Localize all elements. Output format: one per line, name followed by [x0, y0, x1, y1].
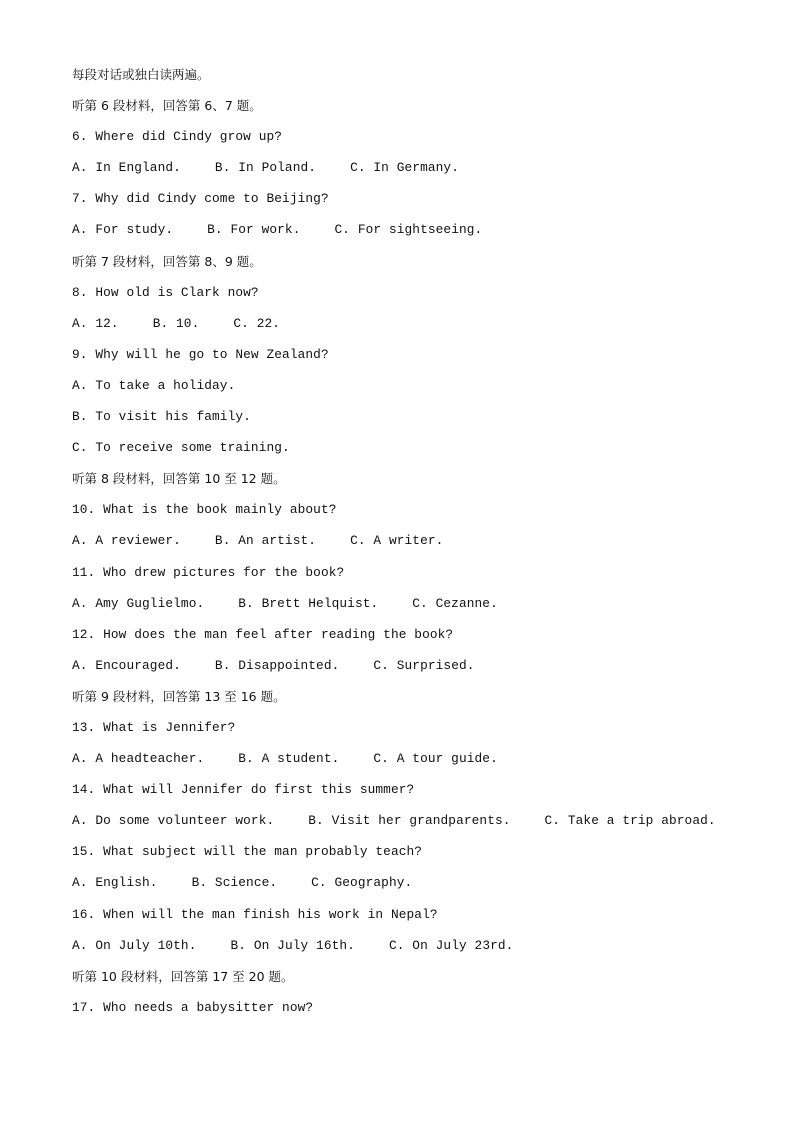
answer-options [72, 653, 762, 684]
question-text: 10. What is the book mainly about? [72, 502, 337, 518]
answer-option: B. In Poland. [214, 160, 317, 176]
section-heading: 听第 10 段材料，回答第 17 至 20 题。 [72, 968, 294, 984]
answer-option: B. Visit her grandparents. [308, 813, 511, 829]
answer-options [72, 870, 762, 901]
section-heading: 听第 9 段材料，回答第 13 至 16 题。 [72, 688, 286, 704]
section-heading: 听第 6 段材料，回答第 6、7 题。 [72, 98, 262, 114]
answer-option: B. A student. [238, 751, 340, 767]
answer-option: B. 10. [152, 315, 200, 331]
question-text: 15. What subject will the man probably teach? [72, 844, 423, 860]
answer-option: B. An artist. [214, 533, 317, 549]
question-text: 11. Who drew pictures for the book? [72, 564, 345, 580]
answer-option: B. Brett Helquist. [238, 595, 379, 611]
question-text: 7. Why did Cindy come to Beijing? [72, 191, 329, 207]
answer-option: A. For study. [72, 222, 174, 238]
answer-option: A. In England. [72, 160, 181, 176]
answer-options [72, 217, 762, 248]
answer-options [72, 808, 762, 839]
question-text: 9. Why will he go to New Zealand? [72, 346, 329, 362]
question-text: 16. When will the man finish his work in Nepal? [72, 906, 438, 922]
answer-option: C. Cezanne. [412, 595, 498, 611]
answer-option: C. A writer. [350, 533, 444, 549]
answer-option: C. A tour guide. [373, 751, 498, 767]
section-heading: 听第 8 段材料，回答第 10 至 12 题。 [72, 471, 286, 487]
answer-option: B. On July 16th. [230, 937, 355, 953]
section-heading: 听第 7 段材料，回答第 8、9 题。 [72, 253, 262, 269]
answer-option: C. For sightseeing. [334, 222, 483, 238]
answer-option: C. 22. [233, 315, 281, 331]
answer-option: C. In Germany. [350, 160, 459, 176]
section-heading: 每段对话或独白读两遍。 [72, 67, 210, 82]
question-text: 14. What will Jennifer do first this summer? [72, 782, 415, 798]
question-text: 17. Who needs a babysitter now? [72, 999, 314, 1015]
answer-options [72, 155, 762, 186]
answer-option: A. A headteacher. [72, 751, 205, 767]
question-text: 6. Where did Cindy grow up? [72, 129, 283, 145]
question-text: 12. How does the man feel after reading the book? [72, 626, 454, 642]
answer-options [72, 933, 762, 964]
answer-option: C. Take a trip abroad. [544, 813, 716, 829]
answer-option: B. Science. [191, 875, 278, 891]
answer-option: A. English. [72, 875, 158, 891]
answer-options [72, 311, 762, 342]
answer-option: A. Amy Guglielmo. [72, 595, 205, 611]
answer-option: A. On July 10th. [72, 937, 197, 953]
answer-option: B. For work. [207, 222, 301, 238]
question-text: 8. How old is Clark now? [72, 284, 259, 300]
answer-option: C. Surprised. [373, 657, 475, 673]
answer-option: A. Encouraged. [72, 657, 181, 673]
answer-options [72, 591, 762, 622]
document-page [72, 62, 762, 1026]
answer-option: A. Do some volunteer work. [72, 813, 275, 829]
answer-option: C. Geography. [311, 875, 413, 891]
answer-option: C. On July 23rd. [388, 937, 514, 953]
question-text: B. To visit his family. [72, 409, 251, 425]
question-text: 13. What is Jennifer? [72, 719, 236, 735]
answer-option: A. 12. [72, 315, 119, 331]
answer-options [72, 746, 762, 777]
question-text: A. To take a holiday. [72, 377, 236, 393]
question-text: C. To receive some training. [72, 440, 290, 456]
answer-options [72, 528, 762, 559]
answer-option: A. A reviewer. [72, 533, 181, 549]
answer-option: B. Disappointed. [214, 657, 340, 673]
